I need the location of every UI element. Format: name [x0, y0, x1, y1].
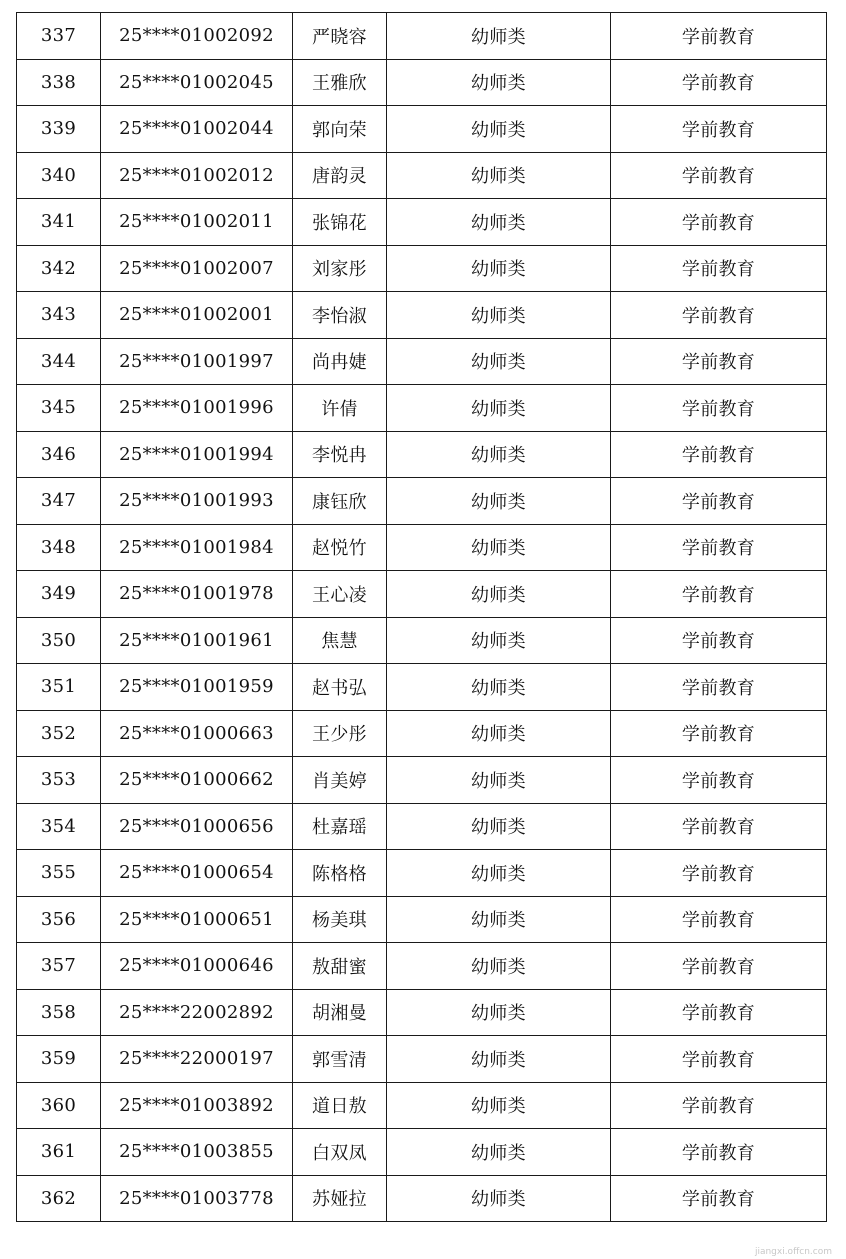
- table-row: [17, 710, 827, 757]
- site-watermark: jiangxi.offcn.com: [754, 1247, 832, 1257]
- category-cell: 幼师类: [387, 524, 611, 571]
- serial-number-cell: 346: [17, 431, 101, 478]
- candidate-id-cell: 25****01000654: [101, 850, 293, 897]
- major-cell: 学前教育: [611, 710, 827, 757]
- candidate-name-cell: 肖美婷: [293, 757, 387, 804]
- category-cell: 幼师类: [387, 59, 611, 106]
- category-cell: 幼师类: [387, 803, 611, 850]
- serial-number-cell: 354: [17, 803, 101, 850]
- candidate-name-cell: 赵悦竹: [293, 524, 387, 571]
- serial-number-cell: 355: [17, 850, 101, 897]
- table-row: [17, 524, 827, 571]
- serial-number-cell: 360: [17, 1082, 101, 1129]
- category-cell: 幼师类: [387, 617, 611, 664]
- table-row: [17, 245, 827, 292]
- table-row: [17, 1175, 827, 1222]
- major-cell: 学前教育: [611, 478, 827, 525]
- category-cell: 幼师类: [387, 1036, 611, 1083]
- candidate-id-cell: 25****01000656: [101, 803, 293, 850]
- serial-number-cell: 352: [17, 710, 101, 757]
- candidate-name-cell: 李悦冉: [293, 431, 387, 478]
- table-row: [17, 989, 827, 1036]
- category-cell: 幼师类: [387, 850, 611, 897]
- serial-number-cell: 338: [17, 59, 101, 106]
- serial-number-cell: 362: [17, 1175, 101, 1222]
- roster-table-body: [17, 13, 827, 1222]
- table-row: [17, 757, 827, 804]
- candidate-name-cell: 王少彤: [293, 710, 387, 757]
- candidate-id-cell: 25****01001993: [101, 478, 293, 525]
- major-cell: 学前教育: [611, 1082, 827, 1129]
- candidate-id-cell: 25****22002892: [101, 989, 293, 1036]
- candidate-name-cell: 胡湘曼: [293, 989, 387, 1036]
- serial-number-cell: 351: [17, 664, 101, 711]
- candidate-name-cell: 杜嘉瑶: [293, 803, 387, 850]
- candidate-id-cell: 25****01001978: [101, 571, 293, 618]
- candidate-id-cell: 25****01000651: [101, 896, 293, 943]
- serial-number-cell: 353: [17, 757, 101, 804]
- major-cell: 学前教育: [611, 1129, 827, 1176]
- candidate-name-cell: 郭向荣: [293, 106, 387, 153]
- category-cell: 幼师类: [387, 757, 611, 804]
- candidate-id-cell: 25****01002012: [101, 152, 293, 199]
- category-cell: 幼师类: [387, 664, 611, 711]
- category-cell: 幼师类: [387, 571, 611, 618]
- candidate-id-cell: 25****01000663: [101, 710, 293, 757]
- category-cell: 幼师类: [387, 943, 611, 990]
- major-cell: 学前教育: [611, 850, 827, 897]
- major-cell: 学前教育: [611, 1036, 827, 1083]
- category-cell: 幼师类: [387, 1082, 611, 1129]
- major-cell: 学前教育: [611, 106, 827, 153]
- candidate-id-cell: 25****01003892: [101, 1082, 293, 1129]
- serial-number-cell: 349: [17, 571, 101, 618]
- serial-number-cell: 357: [17, 943, 101, 990]
- category-cell: 幼师类: [387, 710, 611, 757]
- candidate-name-cell: 郭雪清: [293, 1036, 387, 1083]
- candidate-id-cell: 25****22000197: [101, 1036, 293, 1083]
- category-cell: 幼师类: [387, 245, 611, 292]
- major-cell: 学前教育: [611, 617, 827, 664]
- serial-number-cell: 344: [17, 338, 101, 385]
- candidate-name-cell: 许倩: [293, 385, 387, 432]
- table-row: [17, 431, 827, 478]
- major-cell: 学前教育: [611, 896, 827, 943]
- category-cell: 幼师类: [387, 989, 611, 1036]
- major-cell: 学前教育: [611, 152, 827, 199]
- category-cell: 幼师类: [387, 896, 611, 943]
- table-row: [17, 59, 827, 106]
- serial-number-cell: 343: [17, 292, 101, 339]
- table-row: [17, 1129, 827, 1176]
- major-cell: 学前教育: [611, 385, 827, 432]
- candidate-name-cell: 焦慧: [293, 617, 387, 664]
- major-cell: 学前教育: [611, 989, 827, 1036]
- major-cell: 学前教育: [611, 757, 827, 804]
- candidate-name-cell: 王心凌: [293, 571, 387, 618]
- candidate-id-cell: 25****01001994: [101, 431, 293, 478]
- major-cell: 学前教育: [611, 803, 827, 850]
- major-cell: 学前教育: [611, 292, 827, 339]
- major-cell: 学前教育: [611, 524, 827, 571]
- serial-number-cell: 356: [17, 896, 101, 943]
- candidate-name-cell: 道日敖: [293, 1082, 387, 1129]
- category-cell: 幼师类: [387, 292, 611, 339]
- table-row: [17, 896, 827, 943]
- candidate-id-cell: 25****01002001: [101, 292, 293, 339]
- table-row: [17, 617, 827, 664]
- candidate-name-cell: 赵书弘: [293, 664, 387, 711]
- candidate-id-cell: 25****01002044: [101, 106, 293, 153]
- table-row: [17, 478, 827, 525]
- serial-number-cell: 350: [17, 617, 101, 664]
- serial-number-cell: 342: [17, 245, 101, 292]
- candidate-id-cell: 25****01001996: [101, 385, 293, 432]
- table-row: [17, 292, 827, 339]
- candidate-name-cell: 唐韵灵: [293, 152, 387, 199]
- serial-number-cell: 341: [17, 199, 101, 246]
- serial-number-cell: 347: [17, 478, 101, 525]
- table-row: [17, 1036, 827, 1083]
- category-cell: 幼师类: [387, 431, 611, 478]
- major-cell: 学前教育: [611, 199, 827, 246]
- candidate-name-cell: 陈格格: [293, 850, 387, 897]
- candidate-name-cell: 白双凤: [293, 1129, 387, 1176]
- table-row: [17, 385, 827, 432]
- admission-roster-table: [16, 12, 827, 1222]
- table-row: [17, 571, 827, 618]
- candidate-id-cell: 25****01002011: [101, 199, 293, 246]
- serial-number-cell: 361: [17, 1129, 101, 1176]
- candidate-name-cell: 杨美琪: [293, 896, 387, 943]
- category-cell: 幼师类: [387, 1129, 611, 1176]
- table-row: [17, 850, 827, 897]
- major-cell: 学前教育: [611, 571, 827, 618]
- category-cell: 幼师类: [387, 199, 611, 246]
- candidate-id-cell: 25****01000662: [101, 757, 293, 804]
- table-row: [17, 338, 827, 385]
- category-cell: 幼师类: [387, 13, 611, 60]
- table-row: [17, 664, 827, 711]
- table-row: [17, 199, 827, 246]
- serial-number-cell: 345: [17, 385, 101, 432]
- table-row: [17, 803, 827, 850]
- serial-number-cell: 358: [17, 989, 101, 1036]
- candidate-id-cell: 25****01003778: [101, 1175, 293, 1222]
- table-row: [17, 13, 827, 60]
- major-cell: 学前教育: [611, 59, 827, 106]
- candidate-name-cell: 王雅欣: [293, 59, 387, 106]
- candidate-name-cell: 刘家彤: [293, 245, 387, 292]
- candidate-id-cell: 25****01001997: [101, 338, 293, 385]
- table-row: [17, 1082, 827, 1129]
- candidate-name-cell: 李怡淑: [293, 292, 387, 339]
- major-cell: 学前教育: [611, 1175, 827, 1222]
- category-cell: 幼师类: [387, 338, 611, 385]
- table-row: [17, 943, 827, 990]
- serial-number-cell: 348: [17, 524, 101, 571]
- candidate-name-cell: 敖甜蜜: [293, 943, 387, 990]
- candidate-id-cell: 25****01001959: [101, 664, 293, 711]
- table-row: [17, 106, 827, 153]
- category-cell: 幼师类: [387, 385, 611, 432]
- candidate-id-cell: 25****01001984: [101, 524, 293, 571]
- candidate-name-cell: 严晓容: [293, 13, 387, 60]
- candidate-id-cell: 25****01002007: [101, 245, 293, 292]
- major-cell: 学前教育: [611, 245, 827, 292]
- table-row: [17, 152, 827, 199]
- serial-number-cell: 359: [17, 1036, 101, 1083]
- serial-number-cell: 340: [17, 152, 101, 199]
- major-cell: 学前教育: [611, 943, 827, 990]
- major-cell: 学前教育: [611, 431, 827, 478]
- category-cell: 幼师类: [387, 478, 611, 525]
- major-cell: 学前教育: [611, 338, 827, 385]
- candidate-id-cell: 25****01000646: [101, 943, 293, 990]
- candidate-name-cell: 尚冉婕: [293, 338, 387, 385]
- category-cell: 幼师类: [387, 106, 611, 153]
- serial-number-cell: 337: [17, 13, 101, 60]
- candidate-id-cell: 25****01003855: [101, 1129, 293, 1176]
- major-cell: 学前教育: [611, 13, 827, 60]
- candidate-id-cell: 25****01002045: [101, 59, 293, 106]
- candidate-id-cell: 25****01002092: [101, 13, 293, 60]
- category-cell: 幼师类: [387, 1175, 611, 1222]
- category-cell: 幼师类: [387, 152, 611, 199]
- candidate-name-cell: 康钰欣: [293, 478, 387, 525]
- serial-number-cell: 339: [17, 106, 101, 153]
- candidate-name-cell: 苏娅拉: [293, 1175, 387, 1222]
- candidate-name-cell: 张锦花: [293, 199, 387, 246]
- major-cell: 学前教育: [611, 664, 827, 711]
- candidate-id-cell: 25****01001961: [101, 617, 293, 664]
